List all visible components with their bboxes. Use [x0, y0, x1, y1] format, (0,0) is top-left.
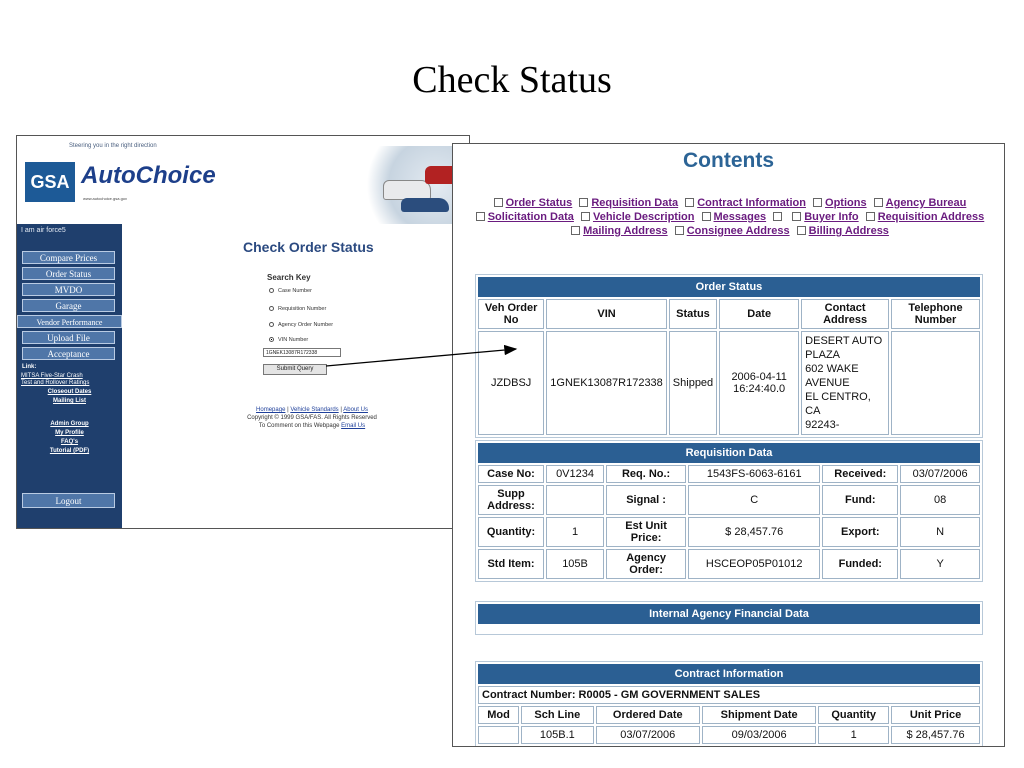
- toc-link[interactable]: Order Status: [505, 197, 573, 209]
- nav-compare-prices[interactable]: Compare Prices: [22, 251, 115, 264]
- field-value: HSCEOP05P01012: [688, 549, 820, 579]
- toc-order-status[interactable]: [494, 196, 573, 210]
- page-footer: [207, 406, 417, 430]
- checkbox-icon[interactable]: [685, 198, 694, 207]
- radio-case-number[interactable]: [269, 287, 312, 295]
- address-line: 92243-: [805, 419, 840, 431]
- toc-billing-address[interactable]: [797, 224, 889, 238]
- nav-mvdo[interactable]: MVDO: [22, 283, 115, 296]
- toc-link[interactable]: Solicitation Data: [487, 211, 574, 223]
- toc-link[interactable]: Requisition Data: [591, 197, 679, 209]
- field-label: Funded:: [822, 549, 898, 579]
- link-faqs[interactable]: FAQ's: [60, 439, 79, 445]
- search-key-label: Search Key: [267, 273, 311, 282]
- nav-upload-file[interactable]: Upload File: [22, 331, 115, 344]
- column-header: Mod: [478, 706, 519, 724]
- table-row: [478, 726, 980, 744]
- brand-url: www.autochoice.gsa.gov: [83, 196, 128, 201]
- column-header: Telephone Number: [891, 299, 980, 329]
- shipment-date-cell: 09/03/2006: [702, 726, 816, 744]
- toc-link[interactable]: Messages: [713, 211, 767, 223]
- toc-blank[interactable]: [773, 210, 785, 224]
- toc-link[interactable]: Agency Bureau: [885, 197, 967, 209]
- toc-requisition-data[interactable]: [579, 196, 678, 210]
- checkbox-icon[interactable]: [792, 212, 801, 221]
- toc-vehicle-description[interactable]: [581, 210, 694, 224]
- table-header: Internal Agency Financial Data: [478, 604, 980, 624]
- toc-link[interactable]: Vehicle Description: [592, 211, 695, 223]
- table-row: [478, 465, 980, 483]
- toc-consignee-address[interactable]: [675, 224, 790, 238]
- checkbox-icon[interactable]: [581, 212, 590, 221]
- toc-link[interactable]: Options: [825, 197, 867, 209]
- column-header: Veh Order No: [478, 299, 544, 329]
- checkbox-icon[interactable]: [866, 212, 875, 221]
- vin-input[interactable]: 1GNEK13087R172338: [263, 348, 341, 357]
- contract-number: Contract Number: R0005 - GM GOVERNMENT SALES: [478, 686, 980, 704]
- nav-acceptance[interactable]: Acceptance: [22, 347, 115, 360]
- field-value: C: [688, 485, 820, 515]
- slide-title: Check Status: [412, 59, 612, 101]
- checkbox-icon[interactable]: [494, 198, 503, 207]
- toc-link[interactable]: Consignee Address: [686, 225, 790, 237]
- toc-link[interactable]: Mailing Address: [583, 225, 668, 237]
- checkbox-icon[interactable]: [476, 212, 485, 221]
- radio-agency-order-number[interactable]: [269, 321, 333, 329]
- links-label: Link:: [22, 364, 37, 370]
- table-header: Order Status: [478, 277, 980, 297]
- checkbox-icon[interactable]: [813, 198, 822, 207]
- logout-button[interactable]: Logout: [22, 493, 115, 508]
- radio-requisition-number[interactable]: [269, 305, 326, 313]
- link-my-profile[interactable]: My Profile: [55, 430, 84, 436]
- radio-vin-number[interactable]: [269, 336, 308, 344]
- toc-solicitation-data[interactable]: [476, 210, 574, 224]
- field-label: Req. No.:: [606, 465, 686, 483]
- site-header: [17, 136, 469, 224]
- checkbox-icon[interactable]: [797, 226, 806, 235]
- field-label: Fund:: [822, 485, 898, 515]
- nav-order-status[interactable]: Order Status: [22, 267, 115, 280]
- field-label: Supp Address:: [478, 485, 544, 515]
- copyright-text: Copyright © 1999 GSA/FAS. All Rights Reserved: [247, 415, 377, 421]
- mod-cell: [478, 726, 519, 744]
- field-label: Quantity:: [478, 517, 544, 547]
- address-line: DESERT AUTO: [805, 335, 883, 347]
- column-header: VIN: [546, 299, 667, 329]
- column-header: Unit Price: [891, 706, 980, 724]
- table-row: [478, 517, 980, 547]
- check-order-status-title: Check Order Status: [243, 239, 374, 255]
- vin-cell: 1GNEK13087R172338: [546, 331, 667, 435]
- column-header: Status: [669, 299, 717, 329]
- empty-row: [478, 626, 980, 632]
- gsa-logo[interactable]: GSA: [25, 162, 75, 202]
- link-admin-group[interactable]: Admin Group: [50, 421, 89, 427]
- contract-information-table: [475, 661, 983, 747]
- financial-data-table: [475, 601, 983, 635]
- field-value: N: [900, 517, 980, 547]
- toc-contract-information[interactable]: [685, 196, 806, 210]
- quantity-cell: 1: [818, 726, 889, 744]
- date-cell: 2006-04-11 16:24:40.0: [719, 331, 799, 435]
- footer-separator: |: [340, 407, 342, 413]
- field-value: 03/07/2006: [900, 465, 980, 483]
- toc-messages[interactable]: [702, 210, 767, 224]
- column-header: Sch Line: [521, 706, 593, 724]
- radio-icon[interactable]: [269, 306, 274, 311]
- column-header: Contact Address: [801, 299, 889, 329]
- table-row: [478, 485, 980, 515]
- link-crash-ratings[interactable]: MITSA Five-Star Crash: [21, 373, 83, 379]
- radio-label: Agency Order Number: [278, 322, 334, 328]
- toc-agency-bureau[interactable]: [874, 196, 967, 210]
- tagline: Steering you in the right direction: [69, 143, 157, 149]
- ordered-date-cell: 03/07/2006: [596, 726, 700, 744]
- toc-buyer-info[interactable]: [792, 210, 858, 224]
- user-line: I am air force5: [21, 227, 66, 234]
- checkbox-icon[interactable]: [874, 198, 883, 207]
- veh-order-no-cell: JZDBSJ: [478, 331, 544, 435]
- field-label: Std Item:: [478, 549, 544, 579]
- field-value: 1: [546, 517, 604, 547]
- radio-label: Requisition Number: [278, 306, 327, 312]
- requisition-data-table: [475, 440, 983, 582]
- order-contents-screenshot: [452, 143, 1005, 747]
- field-label: Case No:: [478, 465, 544, 483]
- checkbox-icon[interactable]: [702, 212, 711, 221]
- table-header: Requisition Data: [478, 443, 980, 463]
- toc-requisition-address[interactable]: [866, 210, 985, 224]
- toc-mailing-address[interactable]: [571, 224, 668, 238]
- field-value: $ 28,457.76: [688, 517, 820, 547]
- field-label: Agency Order:: [606, 549, 686, 579]
- toc-link[interactable]: Buyer Info: [804, 211, 859, 223]
- comment-text: To Comment on this Webpage: [258, 423, 340, 429]
- sidebar: [17, 224, 122, 528]
- link-tutorial-pdf[interactable]: Tutorial (PDF): [49, 448, 90, 454]
- column-header: Ordered Date: [596, 706, 700, 724]
- checkbox-icon[interactable]: [675, 226, 684, 235]
- address-line: PLAZA: [805, 349, 841, 361]
- field-label: Export:: [822, 517, 898, 547]
- homepage-link[interactable]: Homepage: [256, 407, 286, 413]
- column-header: Date: [719, 299, 799, 329]
- column-header: Shipment Date: [702, 706, 816, 724]
- link-closeout-dates[interactable]: Closeout Dates: [47, 389, 92, 395]
- address-line: EL CENTRO, CA: [805, 391, 871, 417]
- toc-link[interactable]: Billing Address: [808, 225, 889, 237]
- field-label: Received:: [822, 465, 898, 483]
- footer-separator: |: [287, 407, 289, 413]
- radio-icon[interactable]: [269, 322, 274, 327]
- field-value: 08: [900, 485, 980, 515]
- link-mailing-list[interactable]: Mailing List: [53, 398, 86, 404]
- checkbox-icon[interactable]: [579, 198, 588, 207]
- unit-price-cell: $ 28,457.76: [891, 726, 980, 744]
- toc-link[interactable]: Contract Information: [697, 197, 806, 209]
- table-row: [478, 331, 980, 435]
- check-order-status-screenshot: [16, 135, 470, 529]
- toc-options[interactable]: [813, 196, 867, 210]
- vehicle-standards-link[interactable]: Vehicle Standards: [290, 407, 339, 413]
- contents-title: Contents: [683, 149, 774, 172]
- radio-icon[interactable]: [269, 288, 274, 293]
- field-label: Est Unit Price:: [606, 517, 686, 547]
- field-value: 0V1234: [546, 465, 604, 483]
- link-rollover-ratings[interactable]: Test and Rollover Ratings: [21, 380, 90, 386]
- sch-line-cell: 105B.1: [521, 726, 593, 744]
- field-value: 1543FS-6063-6161: [688, 465, 820, 483]
- field-label: Signal :: [606, 485, 686, 515]
- autochoice-brand[interactable]: AutoChoice: [81, 162, 216, 189]
- toc-link[interactable]: Requisition Address: [877, 211, 985, 223]
- nav-garage[interactable]: Garage: [22, 299, 115, 312]
- field-value: [546, 485, 604, 515]
- checkbox-icon[interactable]: [773, 212, 782, 221]
- checkbox-icon[interactable]: [571, 226, 580, 235]
- submit-query-button[interactable]: Submit Query: [263, 364, 327, 375]
- contents-toc: [465, 196, 995, 238]
- address-line: 602 WAKE AVENUE: [805, 363, 859, 389]
- column-header: Quantity: [818, 706, 889, 724]
- nav-vendor-performance[interactable]: Vendor Performance: [17, 315, 122, 328]
- radio-label: Case Number: [278, 288, 312, 294]
- telephone-cell: [891, 331, 980, 435]
- field-value: Y: [900, 549, 980, 579]
- order-status-table: [475, 274, 983, 438]
- table-row: [478, 549, 980, 579]
- status-cell: Shipped: [669, 331, 717, 435]
- email-us-link[interactable]: Email Us: [341, 423, 366, 429]
- car-white: [383, 180, 431, 200]
- about-us-link[interactable]: About Us: [343, 407, 368, 413]
- contact-address-cell: [801, 331, 889, 435]
- radio-selected-icon[interactable]: [269, 337, 274, 342]
- car-blue: [401, 198, 449, 212]
- field-value: 105B: [546, 549, 604, 579]
- radio-label: VIN Number: [278, 337, 309, 343]
- table-header: Contract Information: [478, 664, 980, 684]
